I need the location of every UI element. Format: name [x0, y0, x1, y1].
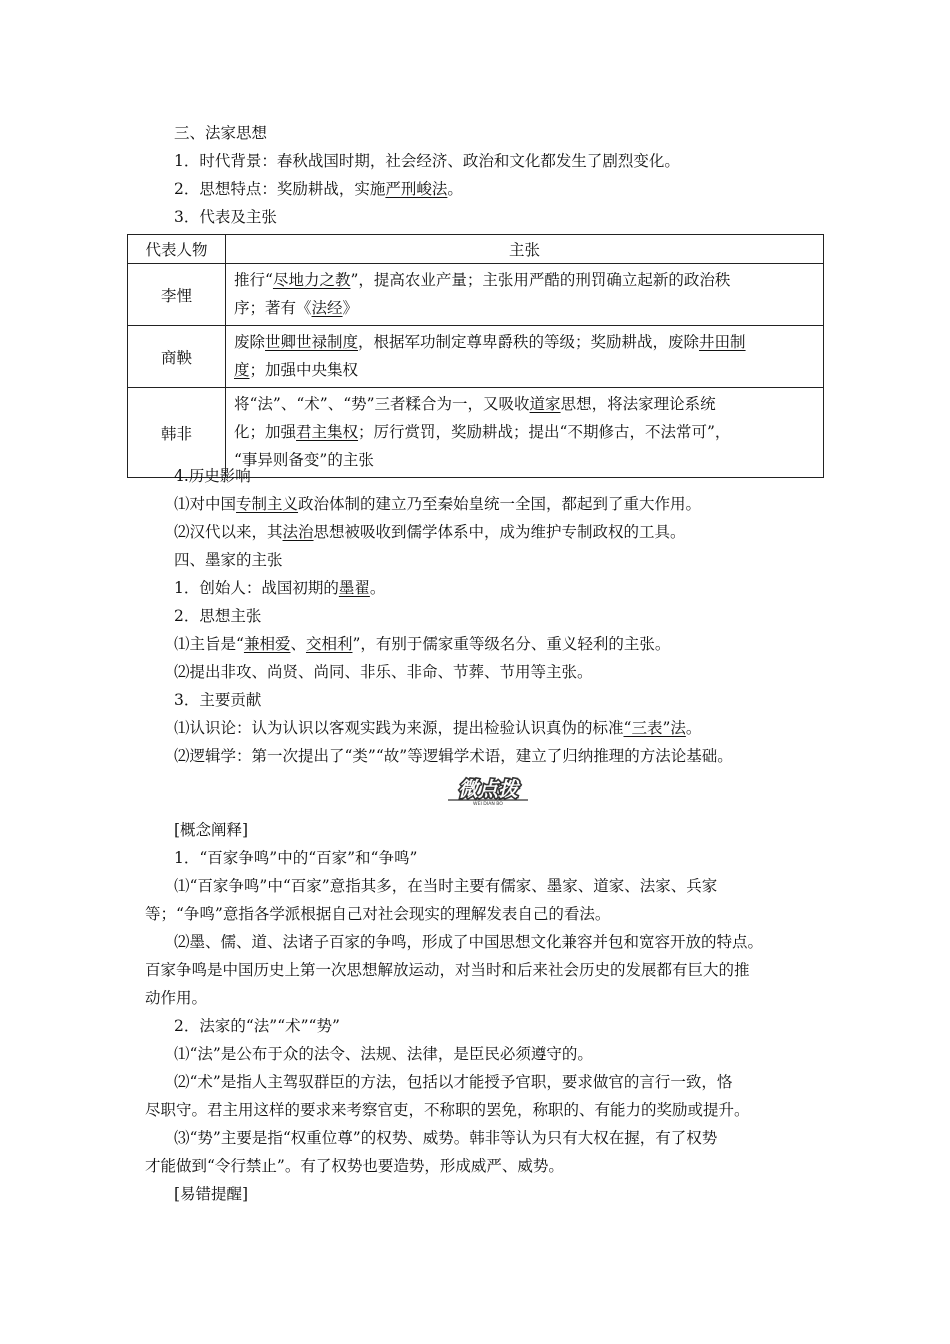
mohism-idea-1: ⑴主旨是“兼相爱、交相利”，有别于儒家重等级名分、重义轻利的主张。: [174, 635, 671, 653]
mistake-label: [易错提醒]: [174, 1185, 249, 1203]
mohism-contrib-heading: 3．主要贡献: [174, 691, 262, 709]
note-2b-line-1: ⑵“术”是指人主驾驭群臣的方法，包括以才能授予官职，要求做官的言行一致，恪: [174, 1073, 733, 1091]
note-2a: ⑴“法”是公布于众的法令、法规、法律，是臣民必须遵守的。: [174, 1045, 593, 1063]
note-1-heading: 1．“百家争鸣”中的“百家”和“争鸣”: [174, 849, 418, 867]
mohism-contrib-2: ⑵逻辑学：第一次提出了“类”“故”等逻辑学术语，建立了归纳推理的方法论基础。: [174, 747, 733, 765]
impact-point-2: ⑵汉代以来，其法治思想被吸收到儒学体系中，成为维护专制政权的工具。: [174, 523, 686, 541]
rep-proposition: 将“法”、“术”、“势”三者糅合为一，又吸收道家思想，将法家理论系统 化；加强君主集权；厉行赏罚，奖励耕战；提出“不期修古，不法常可”， “事异则备变”的主张: [226, 388, 824, 478]
note-1b-line-3: 动作用。: [145, 989, 208, 1007]
mohism-idea-2: ⑵提出非攻、尚贤、尚同、非乐、非命、节葬、节用等主张。: [174, 663, 593, 681]
mohism-founder: 1．创始人：战国初期的墨翟。: [174, 579, 386, 597]
note-1b-line-1: ⑵墨、儒、道、法诸子百家的争鸣，形成了中国思想文化兼容并包和宽容开放的特点。: [174, 933, 764, 951]
header-proposition: 主张: [226, 235, 824, 264]
rep-name: 韩非: [128, 388, 226, 478]
note-2-heading: 2．法家的“法”“术”“势”: [174, 1017, 340, 1035]
note-2b-line-2: 尽职守。君主用这样的要求来考察官吏，不称职的罢免，称职的、有能力的奖励或提升。: [145, 1101, 750, 1119]
impact-heading: 4.历史影响: [174, 467, 251, 485]
representatives-table: [127, 234, 824, 478]
note-1a-line-1: ⑴“百家争鸣”中“百家”意指其多，在当时主要有儒家、墨家、道家、法家、兵家: [174, 877, 718, 895]
rep-name: 商鞅: [128, 326, 226, 388]
rep-proposition: 推行“尽地力之教”，提高农业产量；主张用严酷的刑罚确立起新的政治秩 序；著有《法经》: [226, 264, 824, 326]
section-title-legalism: 三、法家思想: [174, 124, 268, 142]
note-1b-line-2: 百家争鸣是中国历史上第一次思想解放运动，对当时和后来社会历史的发展都有巨大的推: [145, 961, 750, 979]
note-2c-line-2: 才能做到“令行禁止”。有了权势也要造势，形成威严、威势。: [145, 1157, 564, 1175]
impact-point-1: ⑴对中国专制主义政治体制的建立乃至秦始皇统一全国，都起到了重大作用。: [174, 495, 702, 513]
legalism-background: 1．时代背景：春秋战国时期，社会经济、政治和文化都发生了剧烈变化。: [174, 152, 680, 170]
header-representative: 代表人物: [128, 235, 226, 264]
rep-name: 李悝: [128, 264, 226, 326]
badge-subtitle: WEI DIAN BO: [473, 802, 503, 806]
note-1a-line-2: 等；“争鸣”意指各学派根据自己对社会现实的理解发表自己的看法。: [145, 905, 611, 923]
legalism-representatives-heading: 3．代表及主张: [174, 208, 277, 226]
mohism-ideas-heading: 2．思想主张: [174, 607, 262, 625]
note-2c-line-1: ⑶“势”主要是指“权重位尊”的权势、威势。韩非等认为只有大权在握，有了权势: [174, 1129, 718, 1147]
table-row: [128, 326, 824, 388]
rep-proposition: 废除世卿世禄制度，根据军功制定尊卑爵秩的等级；奖励耕战，废除井田制 度；加强中央集权: [226, 326, 824, 388]
table-header-row: [128, 235, 824, 264]
mohism-contrib-1: ⑴认识论：认为认识以客观实践为来源，提出检验认识真伪的标准“三表”法。: [174, 719, 702, 737]
table-row: [128, 264, 824, 326]
concept-label: [概念阐释]: [174, 821, 249, 839]
section-title-mohism: 四、墨家的主张: [174, 551, 283, 569]
badge-title: 微点拨: [458, 777, 518, 801]
table-row: [128, 388, 824, 478]
legalism-feature: 2．思想特点：奖励耕战，实施严刑峻法。: [174, 180, 463, 198]
wei-dian-bo-badge: [442, 776, 534, 806]
